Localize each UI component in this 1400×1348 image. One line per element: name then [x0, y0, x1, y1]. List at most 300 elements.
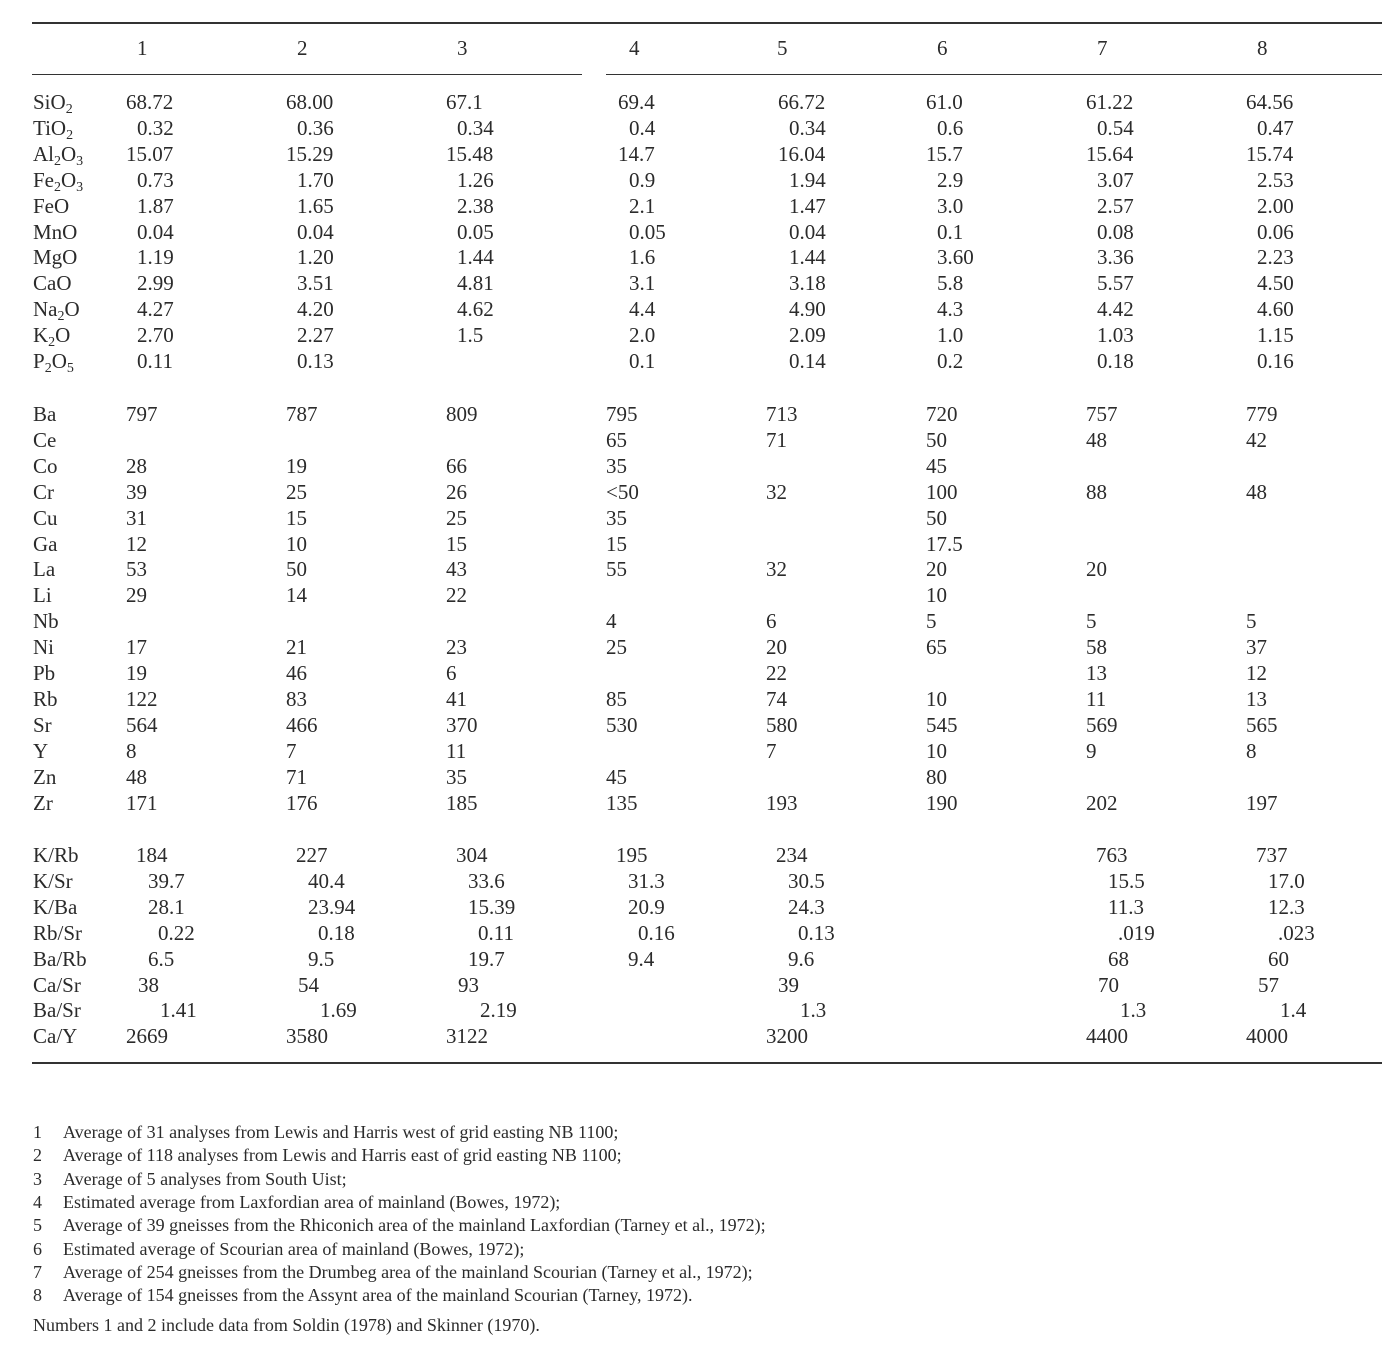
trace-row-label: Zn	[33, 764, 57, 789]
trace-row-value: 45	[926, 453, 947, 478]
footnote-text: Average of 254 gneisses from the Drumbeg area of the mainland Scourian (Tarney et al., 1972);	[63, 1261, 753, 1282]
header-underline	[1222, 74, 1382, 75]
oxide-row-value: 2.38	[457, 193, 494, 218]
ratio-row-label: K/Sr	[33, 868, 73, 893]
footnote-number: 7	[33, 1261, 42, 1282]
ratio-row-value: 3200	[766, 1024, 808, 1049]
trace-row-label: Ba	[33, 402, 57, 426]
oxide-row-value: 15.07	[126, 141, 174, 166]
ratio-row-value: 1.69	[320, 998, 357, 1023]
trace-row-value: 10	[286, 531, 307, 556]
footnote-text: Estimated average of Scourian area of mainland (Bowes, 1972);	[63, 1238, 525, 1259]
oxide-row-value: 0.06	[1257, 219, 1294, 244]
footnote-text: Average of 31 analyses from Lewis and Harris west of grid easting NB 1100;	[63, 1122, 619, 1142]
footnote-text: Average of 118 analyses from Lewis and Harris east of grid easting NB 1100;	[63, 1145, 622, 1166]
trace-row-label: Cu	[33, 505, 58, 530]
ratio-row-value: 763	[1096, 843, 1128, 867]
oxide-row-value: 2.99	[137, 271, 174, 296]
trace-row-value: 720	[926, 402, 958, 426]
trace-row-value: 45	[606, 764, 627, 789]
header-underline	[32, 74, 102, 75]
ratio-row-label: Ca/Y	[33, 1024, 78, 1049]
oxide-row-value: 2.0	[629, 323, 656, 348]
oxide-row-value: 1.0	[937, 323, 964, 348]
ratio-row-label: Ca/Sr	[33, 972, 81, 997]
trace-row-value: 21	[286, 635, 307, 660]
trace-row-value: 71	[766, 427, 787, 452]
oxide-row-value: 0.1	[629, 349, 656, 373]
trace-row-value: 10	[926, 738, 947, 763]
oxide-row-value: 0.08	[1097, 219, 1134, 244]
ratio-row-value: 28.1	[148, 894, 185, 919]
ratio-row-value: 0.16	[638, 920, 675, 945]
trace-row-value: 580	[766, 712, 798, 737]
oxide-row-label: CaO	[33, 271, 72, 296]
trace-row-value: 15	[446, 531, 467, 556]
ratio-row-label: K/Rb	[33, 843, 79, 867]
trace-row-value: 171	[126, 790, 158, 815]
trace-row-value: 20	[1086, 557, 1107, 582]
trace-row-value: 135	[606, 790, 638, 815]
trace-row-value: 10	[926, 686, 947, 711]
oxide-row-value: 2.9	[937, 167, 964, 192]
oxide-row-label: MgO	[33, 245, 78, 270]
oxide-row-label: MnO	[33, 219, 78, 244]
column-header: 4	[629, 36, 640, 60]
trace-row-value: 50	[286, 557, 307, 582]
trace-row-value: 31	[126, 505, 147, 530]
ratio-row-value: 9.5	[308, 946, 335, 971]
ratio-row-value: 3580	[286, 1024, 328, 1049]
trace-row-value: 7	[286, 738, 297, 763]
trace-row-value: 100	[926, 479, 958, 504]
trace-row-value: 757	[1086, 402, 1118, 426]
trace-row-value: 19	[286, 453, 307, 478]
trace-row-value: 530	[606, 712, 638, 737]
ratio-row-value: .023	[1278, 920, 1315, 945]
oxide-row-value: 3.60	[937, 245, 974, 270]
trace-row-value: 545	[926, 712, 958, 737]
oxide-row-value: 4.27	[137, 297, 174, 322]
oxide-row-value: 0.34	[789, 115, 826, 140]
footnote-text: Average of 5 analyses from South Uist;	[63, 1168, 347, 1189]
trace-row-value: 48	[1246, 479, 1267, 504]
oxide-row-value: 4.60	[1257, 297, 1294, 322]
trace-row-value: 779	[1246, 402, 1278, 426]
oxide-row-value: 0.16	[1257, 349, 1294, 373]
ratio-row-value: 15.39	[468, 894, 516, 919]
ratio-row-value: 68	[1108, 946, 1129, 971]
trace-row-value: 43	[446, 557, 467, 582]
column-header: 8	[1257, 36, 1268, 60]
trace-row-value: 190	[926, 790, 958, 815]
oxide-row-value: 0.73	[137, 167, 174, 192]
oxide-row-value: 5.8	[937, 271, 964, 296]
oxide-row-label: $Fe_2O_3$	[33, 167, 84, 195]
oxide-row-value: 0.18	[1097, 349, 1134, 373]
oxide-row-value: 1.94	[789, 167, 826, 192]
trace-row-value: 25	[606, 635, 627, 660]
trace-row-value: 37	[1246, 635, 1267, 660]
trace-row-value: 5	[1246, 609, 1257, 634]
column-header: 6	[937, 36, 948, 60]
trace-row-value: 6	[766, 609, 777, 634]
trace-row-value: 42	[1246, 427, 1267, 452]
trace-row-value: 58	[1086, 635, 1107, 660]
oxide-row-label: $Na_2O$	[33, 297, 80, 325]
ratio-row-value: 23.94	[308, 894, 356, 919]
table-top-rule	[32, 22, 1382, 24]
footnote	[33, 1144, 622, 1167]
trace-row-value: 19	[126, 661, 147, 685]
trace-row-value: 55	[606, 557, 627, 582]
header-underline	[422, 74, 582, 75]
ratio-row-value: 93	[458, 972, 479, 997]
ratio-row-value: 12.3	[1268, 894, 1305, 919]
trace-row-value: 88	[1086, 479, 1107, 504]
footnote-number: 4	[33, 1191, 42, 1212]
header-underline	[742, 74, 902, 75]
ratio-row-value: 1.41	[160, 998, 197, 1023]
header-underline	[902, 74, 1062, 75]
oxide-row-value: 1.47	[789, 193, 826, 218]
ratio-row-label: Ba/Sr	[33, 998, 81, 1023]
header-underline	[262, 74, 422, 75]
trace-row-value: 7	[766, 738, 777, 763]
oxide-row-value: 14.7	[618, 141, 655, 166]
oxide-row-label: FeO	[33, 193, 70, 218]
trace-row-value: 85	[606, 686, 627, 711]
ratio-row-value: 0.13	[798, 920, 835, 945]
oxide-row-value: 4.20	[297, 297, 334, 322]
trace-row-value: 14	[286, 583, 307, 608]
oxide-row-value: 1.19	[137, 245, 174, 270]
oxide-row-value: 1.44	[457, 245, 494, 270]
footnote-number: 6	[33, 1238, 42, 1259]
trace-row-value: 32	[766, 479, 787, 504]
footnote	[33, 1191, 560, 1214]
trace-row-value: 48	[1086, 427, 1107, 452]
trace-row-value: 13	[1086, 661, 1107, 685]
ratio-row-value: 57	[1258, 972, 1279, 997]
ratio-row-value: 2.19	[480, 998, 517, 1023]
footnote-text: Average of 154 gneisses from the Assynt area of the mainland Scourian (Tarney, 1972).	[63, 1285, 693, 1306]
oxide-row-value: 0.04	[137, 219, 174, 244]
oxide-row-value: 0.4	[629, 115, 656, 140]
trace-row-value: 50	[926, 505, 947, 530]
oxide-row-value: 3.07	[1097, 167, 1134, 192]
oxide-row-value: 61.0	[926, 90, 963, 114]
header-underline	[606, 74, 742, 75]
oxide-row-value: 0.2	[937, 349, 964, 373]
ratio-row-value: 60	[1268, 946, 1289, 971]
trace-row-value: 5	[1086, 609, 1097, 634]
trace-row-value: 39	[126, 479, 147, 504]
oxide-row-value: 0.1	[937, 219, 964, 244]
oxide-row-value: 4.90	[789, 297, 826, 322]
ratio-row-label: Rb/Sr	[33, 920, 83, 945]
oxide-row-value: 1.65	[297, 193, 334, 218]
ratio-row-value: 11.3	[1108, 894, 1144, 919]
footnote	[33, 1121, 618, 1144]
trace-row-value: 202	[1086, 790, 1118, 815]
oxide-row-value: 2.57	[1097, 193, 1134, 218]
oxide-row-value: 2.00	[1257, 193, 1294, 218]
oxide-row-value: 4.4	[629, 297, 656, 322]
trace-row-label: Li	[33, 583, 52, 608]
footnote-number: 3	[33, 1168, 42, 1189]
ratio-row-value: 6.5	[148, 946, 175, 971]
ratio-row-value: 70	[1098, 972, 1119, 997]
trace-row-value: 66	[446, 453, 467, 478]
trace-row-value: 41	[446, 686, 467, 711]
oxide-row-value: 1.15	[1257, 323, 1294, 348]
oxide-row-value: 1.87	[137, 193, 174, 218]
footnote-number: 5	[33, 1215, 42, 1236]
trace-row-value: 71	[286, 764, 307, 789]
ratio-row-label: Ba/Rb	[33, 946, 87, 971]
trace-row-value: 713	[766, 402, 798, 426]
oxide-row-value: 15.7	[926, 141, 963, 166]
ratio-row-label: K/Ba	[33, 894, 78, 919]
oxide-row-value: 61.22	[1086, 90, 1134, 114]
trace-row-value: 193	[766, 790, 798, 815]
column-header: 7	[1097, 36, 1108, 60]
oxide-row-value: 1.70	[297, 167, 334, 192]
trace-row-value: 20	[766, 635, 787, 660]
oxide-row-value: 4.81	[457, 271, 494, 296]
trace-row-value: 48	[126, 764, 147, 789]
trace-row-value: 53	[126, 557, 147, 582]
trace-row-value: 8	[1246, 738, 1257, 763]
ratio-row-value: 227	[296, 843, 328, 867]
footnote-text: Average of 39 gneisses from the Rhiconich area of the mainland Laxfordian (Tarney et al., 1972);	[63, 1215, 766, 1236]
oxide-row-value: 0.54	[1097, 115, 1134, 140]
oxide-row-value: 0.47	[1257, 115, 1294, 140]
trace-row-value: 29	[126, 583, 147, 608]
oxide-row-value: 15.74	[1246, 141, 1294, 166]
trace-row-value: 6	[446, 661, 457, 685]
trace-row-value: 23	[446, 635, 467, 660]
ratio-row-value: 3122	[446, 1024, 488, 1049]
ratio-row-value: 17.0	[1268, 868, 1305, 893]
trace-row-value: 25	[446, 505, 467, 530]
trace-row-value: 9	[1086, 738, 1097, 763]
column-header: 2	[297, 36, 308, 60]
oxide-row-value: 0.04	[297, 219, 334, 244]
ratio-row-value: 184	[136, 843, 168, 867]
trace-row-value: 565	[1246, 712, 1278, 737]
oxide-row-value: 68.72	[126, 90, 174, 114]
ratio-row-value: 15.5	[1108, 868, 1145, 893]
trace-row-value: 65	[926, 635, 947, 660]
trace-row-value: 74	[766, 686, 787, 711]
ratio-row-value: 234	[776, 843, 808, 867]
oxide-row-value: 67.1	[446, 90, 483, 114]
trace-row-value: 35	[606, 453, 627, 478]
oxide-row-value: 0.9	[629, 167, 656, 192]
trace-row-label: Ni	[33, 635, 54, 660]
ratio-row-value: 54	[298, 972, 319, 997]
ratio-row-value: 737	[1256, 843, 1288, 867]
trace-row-value: 4	[606, 609, 617, 634]
trace-row-label: Ga	[33, 531, 58, 556]
trace-row-value: 50	[926, 427, 947, 452]
oxide-row-label: $K_2O$	[33, 323, 71, 351]
ratio-row-value: 38	[138, 972, 159, 997]
oxide-row-value: 0.04	[789, 219, 826, 244]
oxide-row-value: 1.20	[297, 245, 334, 270]
ratio-row-value: 30.5	[788, 868, 825, 893]
oxide-row-value: 1.6	[629, 245, 656, 270]
oxide-row-value: 3.18	[789, 271, 826, 296]
ratio-row-value: 24.3	[788, 894, 825, 919]
trace-row-value: 20	[926, 557, 947, 582]
trace-row-value: 17	[126, 635, 147, 660]
trace-row-value: 83	[286, 686, 307, 711]
column-header: 1	[137, 36, 148, 60]
header-underline	[102, 74, 262, 75]
trace-row-value: 197	[1246, 790, 1278, 815]
oxide-row-value: 0.32	[137, 115, 174, 140]
trace-row-label: Ce	[33, 427, 57, 452]
trace-row-label: Rb	[33, 686, 58, 711]
oxide-row-value: 3.1	[629, 271, 656, 296]
trace-row-value: 35	[446, 764, 467, 789]
oxide-row-label: TiO$_2$	[33, 115, 74, 143]
trace-row-label: Cr	[33, 479, 54, 504]
ratio-row-value: 4000	[1246, 1024, 1288, 1049]
oxide-row-value: 4.62	[457, 297, 494, 322]
trace-row-label: Co	[33, 453, 58, 478]
footnote-text: Estimated average from Laxfordian area of mainland (Bowes, 1972);	[63, 1191, 561, 1212]
footnote	[33, 1168, 347, 1191]
trace-row-value: 32	[766, 557, 787, 582]
ratio-row-value: 0.18	[318, 920, 355, 945]
ratio-row-value: 20.9	[628, 894, 665, 919]
ratio-row-value: .019	[1118, 920, 1155, 945]
trace-row-value: 25	[286, 479, 307, 504]
oxide-row-value: 1.44	[789, 245, 826, 270]
trace-row-label: Zr	[33, 790, 53, 815]
oxide-row-value: 2.27	[297, 323, 334, 348]
trace-row-value: 795	[606, 402, 638, 426]
ratio-row-value: 1.4	[1280, 998, 1307, 1023]
trace-row-value: 65	[606, 427, 627, 452]
trace-row-value: 22	[446, 583, 467, 608]
trace-row-value: 11	[1086, 686, 1107, 711]
trace-row-value: 15	[606, 531, 627, 556]
trace-row-label: Nb	[33, 609, 59, 634]
header-underline	[1062, 74, 1222, 75]
ratio-row-value: 39.7	[148, 868, 185, 893]
footnote-number: 2	[33, 1145, 42, 1166]
ratio-row-value: 2669	[126, 1024, 168, 1049]
oxide-row-value: 69.4	[618, 90, 655, 114]
footnote	[33, 1261, 753, 1284]
trace-row-value: 122	[126, 686, 158, 711]
trace-row-value: 176	[286, 790, 318, 815]
oxide-row-value: 3.51	[297, 271, 334, 296]
ratio-row-value: 39	[778, 972, 799, 997]
oxide-row-value: 64.56	[1246, 90, 1294, 114]
oxide-row-value: 0.05	[457, 219, 494, 244]
oxide-row-value: 3.0	[937, 193, 964, 218]
trace-row-value: 185	[446, 790, 478, 815]
ratio-row-value: 40.4	[308, 868, 345, 893]
oxide-row-value: 2.23	[1257, 245, 1294, 270]
ratio-row-value: 195	[616, 843, 648, 867]
trace-row-value: 46	[286, 661, 307, 685]
oxide-row-value: 2.53	[1257, 167, 1294, 192]
ratio-row-value: 19.7	[468, 946, 505, 971]
trace-row-value: 10	[926, 583, 947, 608]
oxide-row-value: 4.42	[1097, 297, 1134, 322]
trace-row-value: 569	[1086, 712, 1118, 737]
footnote-number: 8	[33, 1285, 42, 1306]
oxide-row-value: 4.3	[937, 297, 964, 322]
trace-row-value: 11	[446, 738, 467, 763]
trace-row-value: 809	[446, 402, 478, 426]
oxide-row-label: SiO$_2$	[33, 90, 73, 117]
trace-row-label: La	[33, 557, 56, 582]
ratio-row-value: 4400	[1086, 1024, 1128, 1049]
oxide-row-value: 4.50	[1257, 271, 1294, 296]
table-bottom-rule	[32, 1062, 1382, 1064]
trace-row-value: 466	[286, 712, 318, 737]
trace-row-value: 370	[446, 712, 478, 737]
trace-row-value: 26	[446, 479, 467, 504]
ratio-row-value: 9.6	[788, 946, 815, 971]
oxide-row-label: $Al_2O_3$	[33, 141, 84, 169]
source-note: Numbers 1 and 2 include data from Soldin (1978) and Skinner (1970).	[33, 1315, 540, 1335]
oxide-row-value: 0.05	[629, 219, 666, 244]
trace-row-value: 12	[1246, 661, 1267, 685]
ratio-row-value: 33.6	[468, 868, 505, 893]
oxide-row-value: 5.57	[1097, 271, 1134, 296]
column-header: 5	[777, 36, 788, 60]
oxide-row-value: 15.64	[1086, 141, 1134, 166]
trace-row-value: 80	[926, 764, 947, 789]
oxide-row-value: 66.72	[778, 90, 826, 114]
trace-row-value: 22	[766, 661, 787, 685]
ratio-row-value: 1.3	[800, 998, 827, 1023]
footnote	[33, 1284, 693, 1307]
oxide-row-value: 0.34	[457, 115, 494, 140]
oxide-row-value: 2.70	[137, 323, 174, 348]
oxide-row-value: 1.5	[457, 323, 484, 348]
oxide-row-value: 3.36	[1097, 245, 1134, 270]
oxide-row-value: 2.09	[789, 323, 826, 348]
trace-row-value: 13	[1246, 686, 1267, 711]
trace-row-value: 5	[926, 609, 937, 634]
ratio-row-value: 9.4	[628, 946, 655, 971]
trace-row-value: 564	[126, 712, 158, 737]
trace-row-value: 35	[606, 505, 627, 530]
trace-row-label: Sr	[33, 712, 52, 737]
oxide-row-value: 15.29	[286, 141, 334, 166]
column-header: 3	[457, 36, 468, 60]
ratio-row-value: 304	[456, 843, 488, 867]
trace-row-value: 17.5	[926, 531, 963, 556]
trace-row-value: 12	[126, 531, 147, 556]
trace-row-value: 787	[286, 402, 318, 426]
oxide-row-value: 0.13	[297, 349, 334, 373]
trace-row-label: Y	[33, 738, 49, 763]
oxide-row-value: 68.00	[286, 90, 334, 114]
oxide-row-value: 2.1	[629, 193, 656, 218]
oxide-row-value: 1.03	[1097, 323, 1134, 348]
